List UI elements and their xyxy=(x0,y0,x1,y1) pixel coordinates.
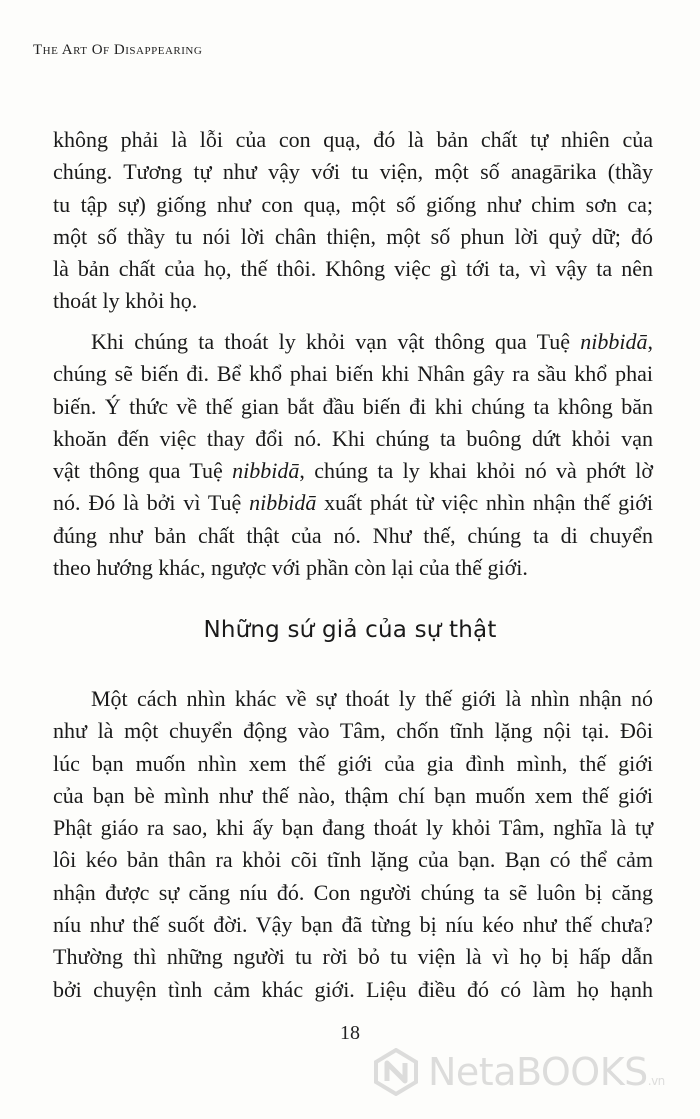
text-line: lôi kéo bản thân ra khỏi cõi tĩnh lặng của bạn. Bạn có thể cảm xyxy=(53,847,653,873)
text-line: Phật giáo ra sao, khi ấy bạn đang thoát ly khỏi Tâm, nghĩa là tự xyxy=(53,815,653,841)
text-line: đúng như bản chất thật của nó. Như thế, chúng ta di chuyển xyxy=(53,522,653,548)
text-line: Thường thì những người tu rời bỏ tu viện là vì họ bị hấp dẫn xyxy=(53,944,653,970)
running-header: The Art Of Disappearing xyxy=(33,42,203,58)
text-line xyxy=(53,487,653,519)
text-line: như là một chuyển động vào Tâm, chốn tĩnh lặng nội tại. Đôi xyxy=(53,718,653,744)
text-line: không phải là lỗi của con quạ, đó là bản chất tự nhiên của xyxy=(53,127,653,152)
text-run: , chúng ta ly khai khỏi nó và phớt lờ xyxy=(299,458,653,484)
watermark-suffix: .vn xyxy=(647,1074,665,1088)
watermark xyxy=(372,1048,665,1096)
text-run: nó. Đó là bởi vì Tuệ xyxy=(53,490,250,516)
paragraph-1 xyxy=(53,124,653,318)
section-heading: Những sứ giả của sự thật xyxy=(203,617,497,643)
text-run: , xyxy=(647,329,653,354)
text-line: biến. Ý thức về thế gian bắt đầu biến đi khi chúng ta không băn xyxy=(53,393,653,419)
pali-term: nibbidā xyxy=(232,458,300,484)
text-line: theo hướng khác, ngược với phần còn lại của thế giới. xyxy=(53,555,528,581)
pali-term: nibbidā xyxy=(249,490,317,516)
text-line xyxy=(53,326,653,358)
text-line: tu tập sự) giống như con quạ, một số giống như chim sơn ca; xyxy=(53,191,653,217)
text-line: chúng sẽ biến đi. Bể khổ phai biến khi Nhân gây ra sầu khổ phai xyxy=(53,361,653,387)
text-line: lúc bạn muốn nhìn xem thế giới của gia đình mình, thế giới xyxy=(53,750,653,776)
paragraph-3 xyxy=(53,683,653,1006)
text-line: của bạn bè mình như thế nào, thậm chí bạn muốn xem thế giới xyxy=(53,782,653,808)
watermark-text xyxy=(428,1050,665,1094)
text-line: khoăn đến việc thay đổi nó. Khi chúng ta buông dứt khỏi vạn xyxy=(53,425,653,451)
text-line: thoát ly khỏi họ. xyxy=(53,288,198,314)
text-line: chúng. Tương tự như vậy với tu viện, một số anagārika (thầy xyxy=(53,159,653,185)
text-run: Khi chúng ta thoát ly khỏi vạn vật thông qua Tuệ xyxy=(91,329,581,354)
text-line: níu như thế suốt đời. Vậy bạn đã từng bị níu kéo như thế chưa? xyxy=(53,912,653,938)
text-run: xuất phát từ việc nhìn nhận thế giới xyxy=(316,490,654,516)
netabooks-logo-icon xyxy=(372,1048,420,1096)
text-run: vật thông qua Tuệ xyxy=(53,458,233,484)
pali-term: nibbidā xyxy=(580,329,648,354)
text-line: nhận được sự căng níu đó. Con người chúng ta sẽ luôn bị căng xyxy=(53,879,653,905)
text-line: là bản chất của họ, thế thôi. Không việc gì tới ta, vì vậy ta nên xyxy=(53,256,653,282)
text-line: Một cách nhìn khác về sự thoát ly thế giới là nhìn nhận nó xyxy=(91,686,653,711)
watermark-brand: NetaBOOKS xyxy=(428,1050,648,1094)
text-line xyxy=(53,455,653,487)
page-number: 18 xyxy=(340,1022,360,1044)
paragraph-2 xyxy=(53,326,653,584)
text-line: bởi chuyện tình cảm khác giới. Liệu điều đó có làm họ hạnh xyxy=(53,976,653,1002)
text-line: một số thầy tu nói lời chân thiện, một số phun lời quỷ dữ; đó xyxy=(53,223,653,249)
